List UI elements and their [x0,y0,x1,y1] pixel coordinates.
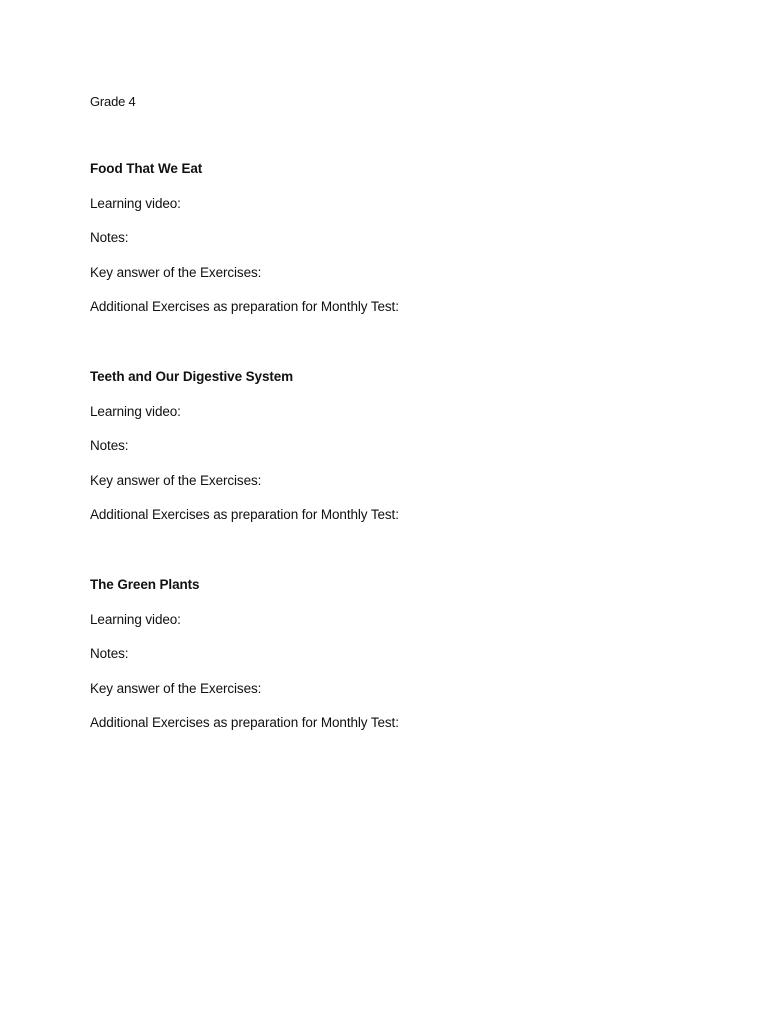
notes-label: Notes: [90,230,129,245]
notes-label: Notes: [90,438,129,453]
key-answer-label: Key answer of the Exercises: [90,680,262,696]
additional-exercises-label: Additional Exercises as preparation for Monthly Test: [90,299,399,314]
additional-exercises-label: Additional Exercises as preparation for Monthly Test: [90,507,399,522]
key-answer-label: Key answer of the Exercises: [90,264,262,280]
section-title: Teeth and Our Digestive System [90,369,294,384]
additional-exercises-label: Additional Exercises as preparation for Monthly Test: [90,715,399,730]
learning-video-label: Learning video: [90,195,181,211]
key-answer-label: Key answer of the Exercises: [90,472,262,488]
learning-video-label: Learning video: [90,403,181,419]
notes-label: Notes: [90,646,129,661]
grade-label: Grade 4 [90,94,136,109]
section-title: The Green Plants [90,577,200,592]
section-the-green-plants [90,576,690,731]
section-title: Food That We Eat [90,161,203,176]
section-teeth-and-digestive-system [90,368,690,523]
learning-video-label: Learning video: [90,611,181,627]
section-food-that-we-eat [90,160,690,315]
